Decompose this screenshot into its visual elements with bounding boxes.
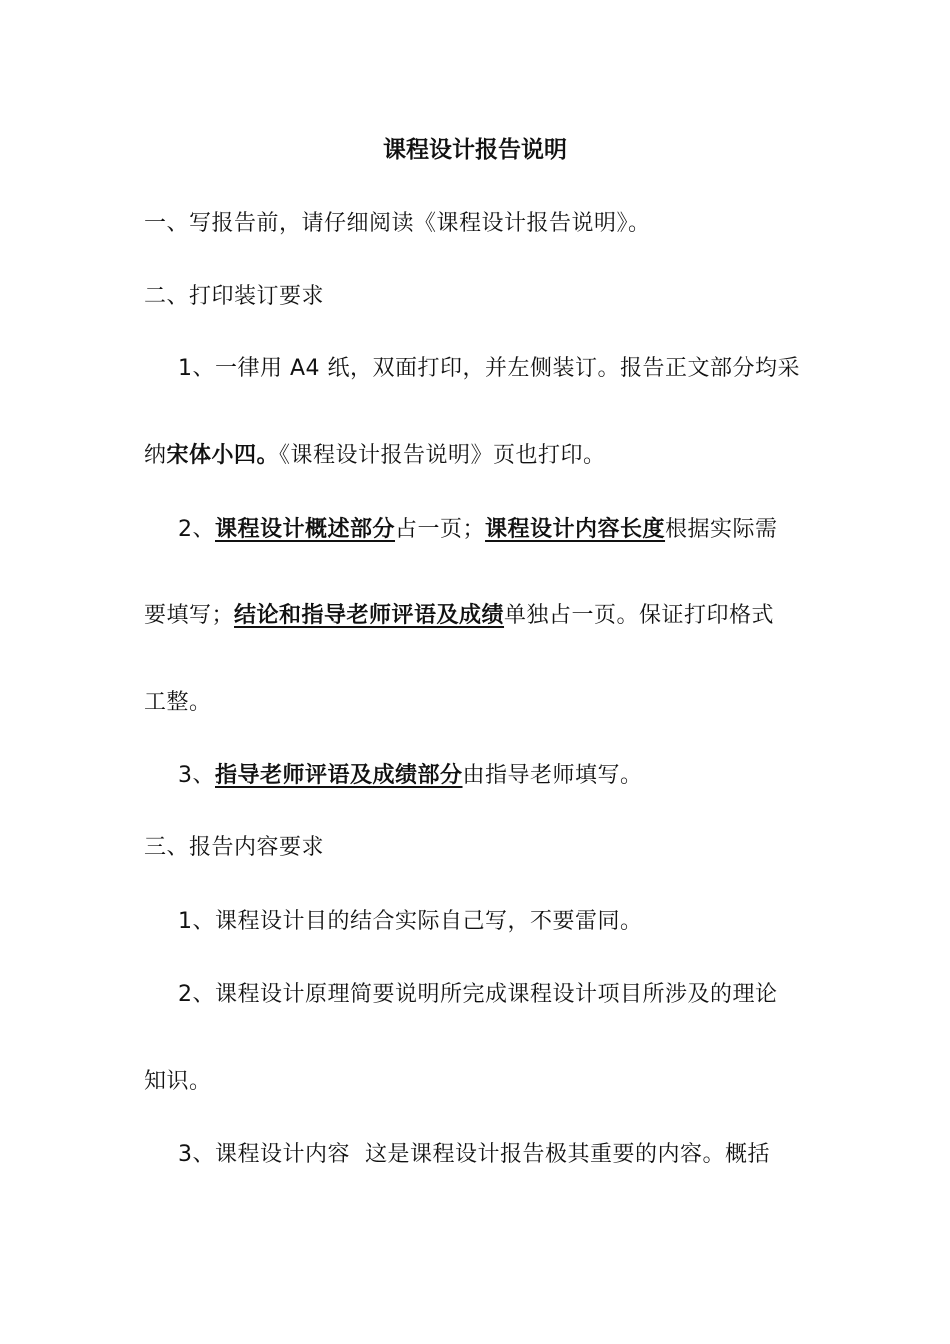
section-heading-content: 三、报告内容要求 xyxy=(144,835,325,860)
requirement-2-line-2: 知识。 xyxy=(144,1069,212,1094)
item-2-text-3: 单独占一页。保证打印格式 xyxy=(504,603,775,628)
item-1-line-1: 1、一律用 A4 纸，双面打印，并左侧装订。报告正文部分均采 xyxy=(178,356,801,381)
item-1-font-spec: 宋体小四。 xyxy=(166,443,280,468)
item-2-number: 2、 xyxy=(178,517,215,542)
item-1-prefix: 纳 xyxy=(144,443,167,468)
section-heading-printing: 二、打印装订要求 xyxy=(144,284,325,309)
item-2-conclusion-part: 结论和指导老师评语及成绩 xyxy=(234,603,505,628)
requirement-1: 1、课程设计目的结合实际自己写，不要雷同。 xyxy=(178,909,643,934)
item-3-comments-part: 指导老师评语及成绩部分 xyxy=(215,763,463,788)
item-3-line xyxy=(178,760,808,792)
paragraph-read-instructions: 一、写报告前，请仔细阅读《课程设计报告说明》。 xyxy=(144,211,651,236)
requirement-3-line-1: 3、课程设计内容 这是课程设计报告极其重要的内容。概括 xyxy=(178,1142,770,1167)
item-2-content-length: 课程设计内容长度 xyxy=(485,517,666,542)
item-3-number: 3、 xyxy=(178,763,215,788)
item-2-text-1: 占一页； xyxy=(395,517,486,542)
item-2-overview-part: 课程设计概述部分 xyxy=(215,517,396,542)
item-3-text: 由指导老师填写。 xyxy=(462,763,643,788)
item-2-line-3: 工整。 xyxy=(144,690,212,715)
page-title: 课程设计报告说明 xyxy=(383,137,567,163)
item-2-line-2 xyxy=(144,600,808,632)
item-2-prefix: 要填写； xyxy=(144,603,235,628)
requirement-2-line-1: 2、课程设计原理简要说明所完成课程设计项目所涉及的理论 xyxy=(178,982,778,1007)
item-2-text-2: 根据实际需 xyxy=(665,517,778,542)
item-2-line-1 xyxy=(178,514,808,546)
item-1-line-2 xyxy=(144,440,808,472)
item-1-suffix: 《课程设计报告说明》页也打印。 xyxy=(279,443,606,468)
